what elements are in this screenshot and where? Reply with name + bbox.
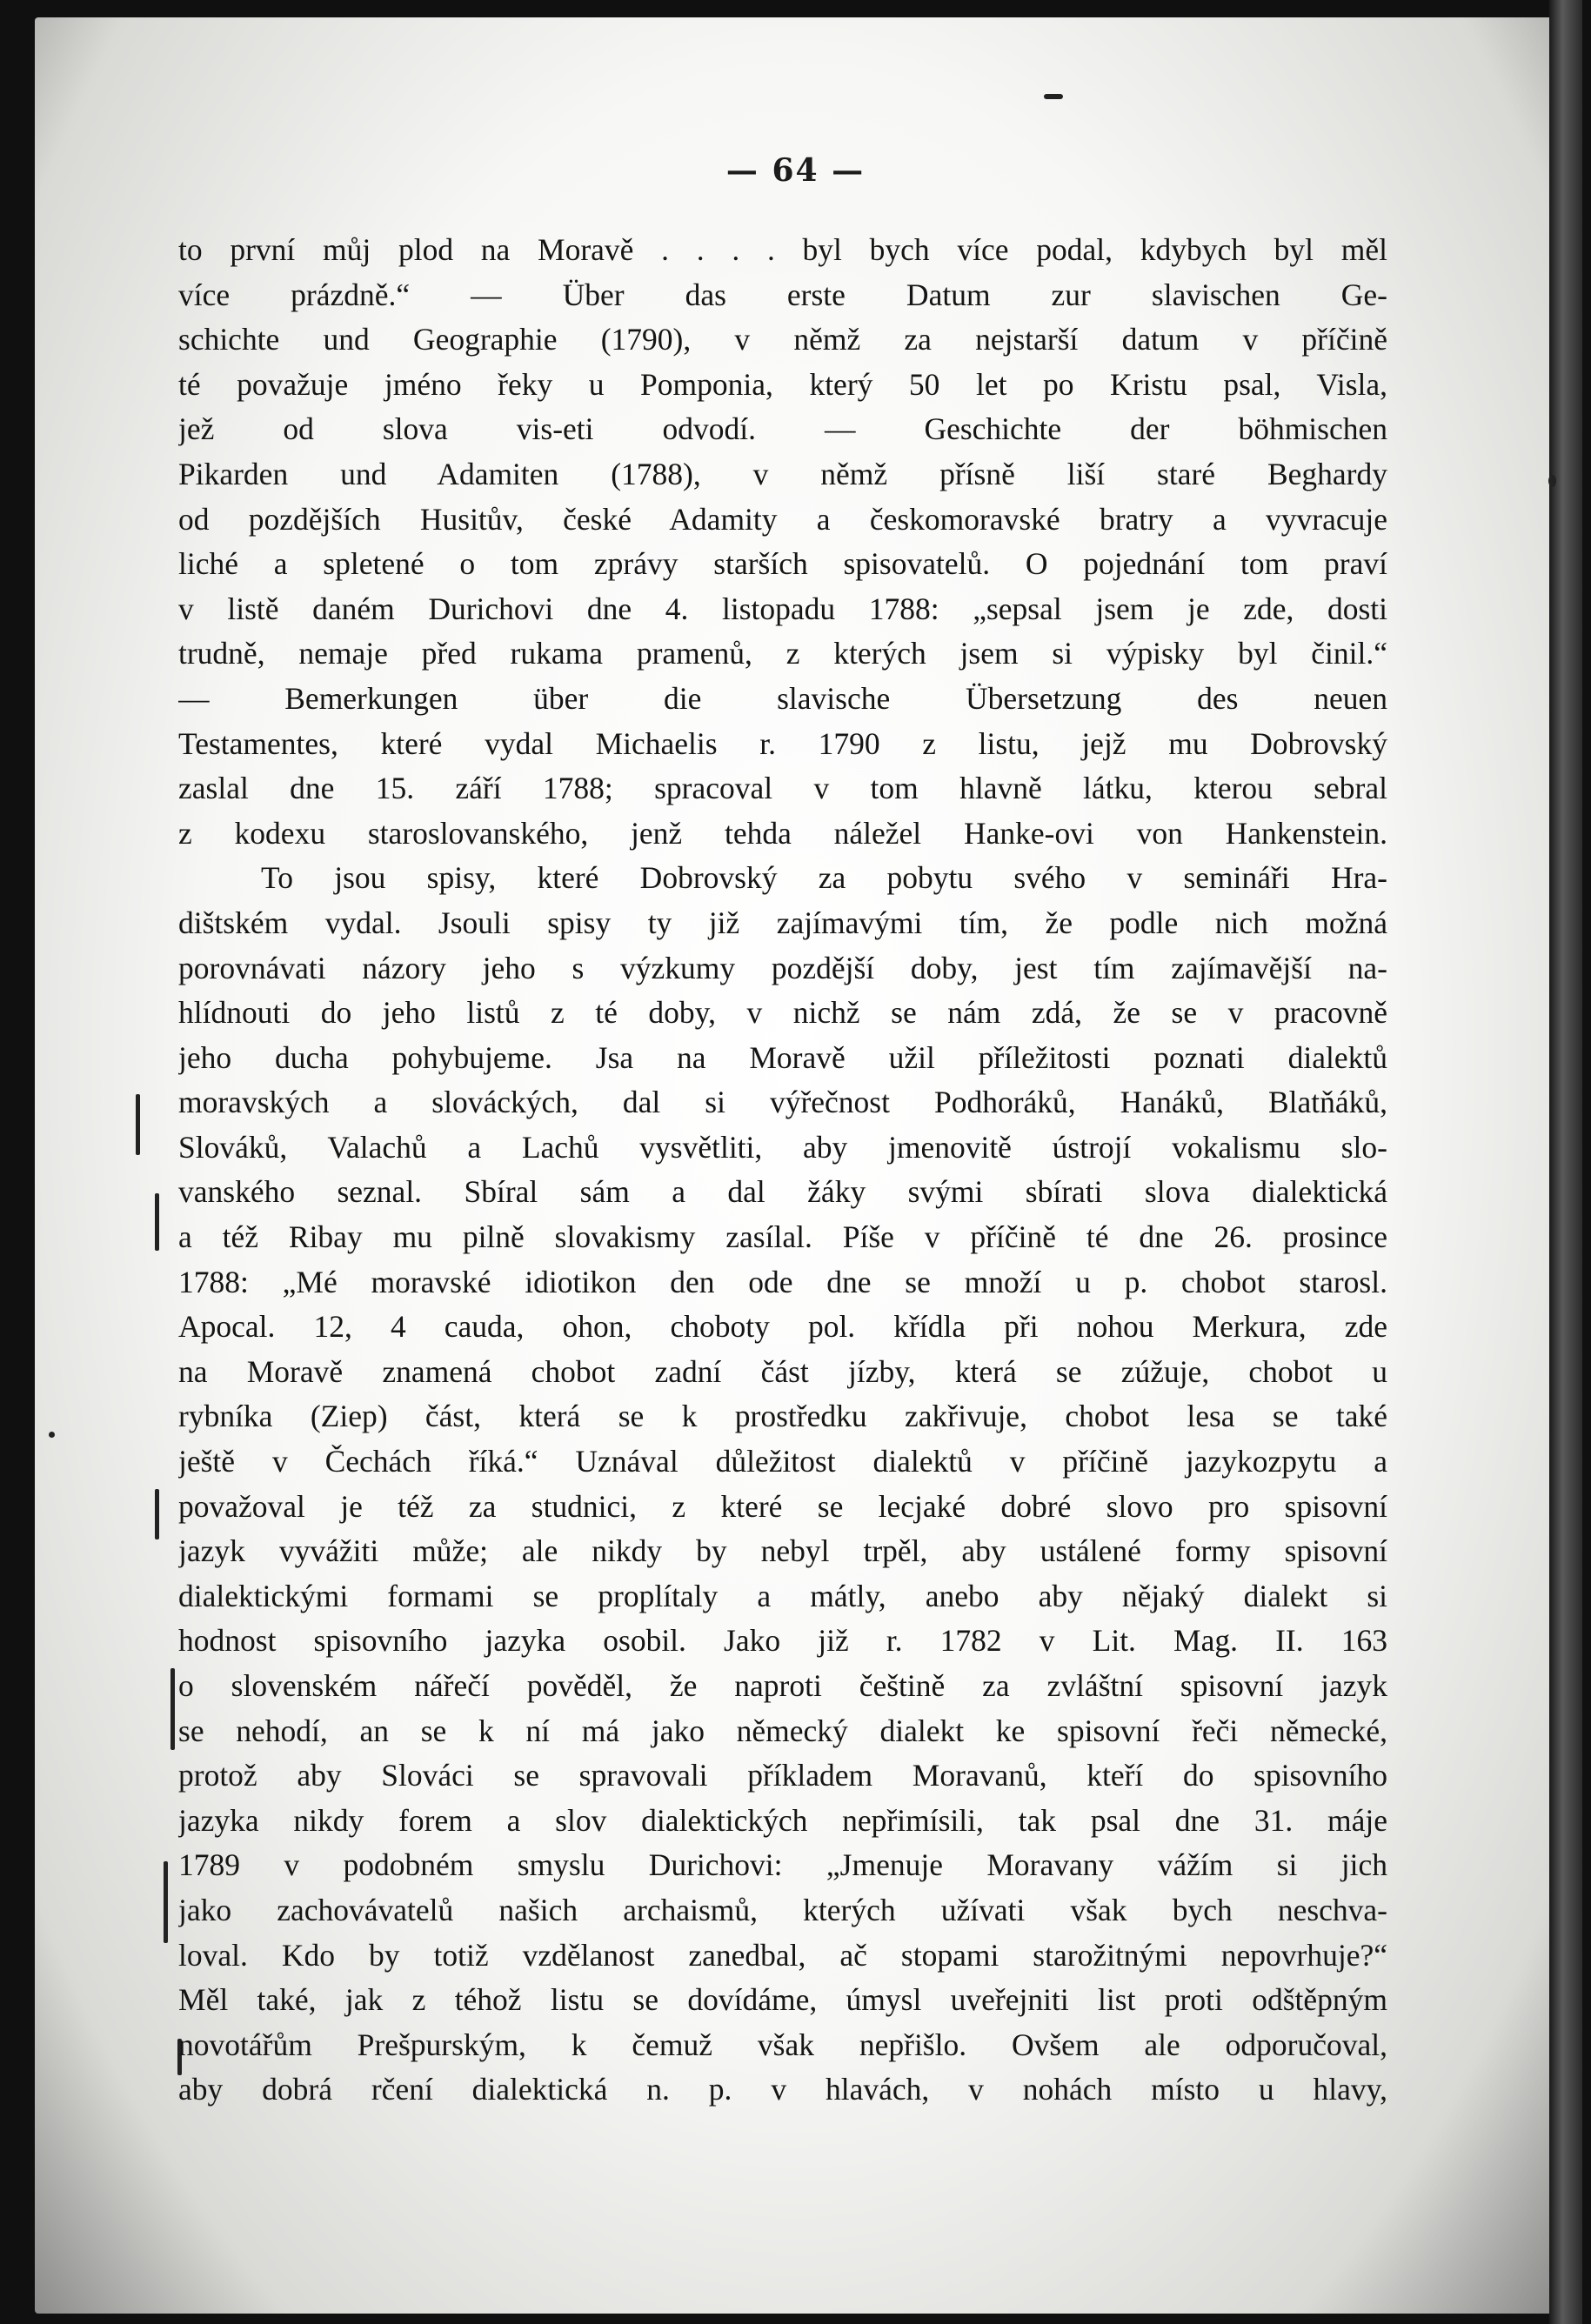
margin-mark [170, 1668, 175, 1750]
text-line: schichte und Geographie (1790), v němž za nejstarší datum v příčině [178, 322, 1387, 357]
text-line: jazyka nikdy forem a slov dialektických nepřimísili, tak psal dne 31. máje [178, 1802, 1387, 1838]
text-line: vanského seznal. Sbíral sám a dal žáky svými sbírati slova dialektická [178, 1174, 1387, 1210]
speck [1548, 475, 1556, 487]
speck [1044, 94, 1063, 99]
text-line: od pozdějších Husitův, české Adamity a českomoravské bratry a vyvracuje [178, 501, 1387, 537]
text-line: se nehodí, an se k ní má jako německý dialekt ke spisovní řeči německé, [178, 1713, 1387, 1748]
text-line: v listě daném Durichovi dne 4. listopadu 1788: „sepsal jsem je zde, dosti [178, 591, 1387, 626]
text-line: a též Ribay mu pilně slovakismy zasílal. Píše v příčině té dne 26. prosince [178, 1219, 1387, 1255]
margin-mark [136, 1094, 140, 1155]
page-number: — 64 — [725, 152, 866, 189]
text-line: na Moravě znamená chobot zadní část jízby, která se zúžuje, chobot u [178, 1353, 1387, 1389]
margin-mark [164, 1861, 168, 1943]
margin-mark [155, 1193, 159, 1251]
text-line: Testamentes, které vydal Michaelis r. 1790 z listu, jejž mu Dobrovský [178, 725, 1387, 761]
text-line: více prázdně.“ — Über das erste Datum zur slavischen Ge- [178, 277, 1387, 312]
text-line: Apocal. 12, 4 cauda, ohon, choboty pol. křídla při nohou Merkura, zde [178, 1309, 1387, 1345]
text-line: o slovenském nářečí pověděl, že naproti češtině za zvláštní spisovní jazyk [178, 1668, 1387, 1703]
text-line: dialektickými formami se proplítaly a mátly, anebo aby nějaký dialekt si [178, 1578, 1387, 1613]
text-line: — Bemerkungen über die slavische Übersetzung des neuen [178, 680, 1387, 716]
text-line: moravských a slováckých, dal si výřečnost Podhoráků, Hanáků, Blatňáků, [178, 1085, 1387, 1120]
text-line: trudně, nemaje před rukama pramenů, z kterých jsem si výpisky byl činil.“ [178, 636, 1387, 671]
text-line: považoval je též za studnici, z které se lecjaké dobré slovo pro spisovní [178, 1488, 1387, 1524]
text-line: jako zachovávatelů našich archaismů, kterých užívati však bych neschva- [178, 1892, 1387, 1927]
speck [49, 1432, 55, 1438]
text-line: hodnost spisovního jazyka osobil. Jako již r. 1782 v Lit. Mag. II. 163 [178, 1623, 1387, 1659]
text-line: ještě v Čechách říká.“ Uznával důležitost dialektů v příčině jazykozpytu a [178, 1444, 1387, 1479]
text-line: dištském vydal. Jsouli spisy ty již zajímavými tím, že podle nich možná [178, 905, 1387, 940]
text-line: To jsou spisy, které Dobrovský za pobytu svého v semináři Hra- [261, 860, 1387, 896]
text-line: hlídnouti do jeho listů z té doby, v nichž se nám zdá, že se v pracovně [178, 995, 1387, 1031]
text-line: aby dobrá rčení dialektická n. p. v hlavách, v nohách místo u hlavy, [178, 2072, 1387, 2107]
text-line: loval. Kdo by totiž vzdělanost zanedbal, ač stopami starožitnými nepovrhuje?“ [178, 1937, 1387, 1973]
text-line: protož aby Slováci se spravovali příkladem Moravanů, kteří do spisovního [178, 1758, 1387, 1793]
text-line: rybníka (Ziep) část, která se k prostředku zakřivuje, chobot lesa se také [178, 1399, 1387, 1434]
text-line: 1788: „Mé moravské idiotikon den ode dne se množí u p. chobot starosl. [178, 1264, 1387, 1299]
text-line: 1789 v podobném smyslu Durichovi: „Jmenuje Moravany vážím si jich [178, 1847, 1387, 1883]
text-line: jazyk vyvážiti může; ale nikdy by nebyl trpěl, aby ustálené formy spisovní [178, 1533, 1387, 1569]
margin-mark [155, 1489, 159, 1539]
text-line: jeho ducha pohybujeme. Jsa na Moravě užil příležitosti poznati dialektů [178, 1039, 1387, 1075]
text-line: novotářům Prešpurským, k čemuž však nepřišlo. Ovšem ale odporučoval, [178, 2027, 1387, 2062]
text-line: Slováků, Valachů a Lachů vysvětliti, aby jmenovitě ústrojí vokalismu slo- [178, 1129, 1387, 1165]
text-line: Pikarden und Adamiten (1788), v němž přísně liší staré Beghardy [178, 456, 1387, 491]
text-line: liché a spletené o tom zprávy starších spisovatelů. O pojednání tom praví [178, 546, 1387, 582]
book-edge [1549, 0, 1582, 2324]
text-line: Měl také, jak z téhož listu se dovídáme, úmysl uveřejniti list proti odštěpným [178, 1982, 1387, 2018]
text-line: jež od slova vis-eti odvodí. — Geschichte der böhmischen [178, 411, 1387, 447]
text-line: z kodexu staroslovanského, jenž tehda náležel Hanke-ovi von Hankenstein. [178, 815, 1387, 851]
body-text [178, 228, 1387, 2113]
text-line: to první můj plod na Moravě . . . . byl bych více podal, kdybych byl měl [178, 232, 1387, 267]
text-line: té považuje jméno řeky u Pomponia, který 50 let po Kristu psal, Visla, [178, 366, 1387, 402]
text-line: zaslal dne 15. září 1788; spracoval v tom hlavně látku, kterou sebral [178, 771, 1387, 806]
text-line: porovnávati názory jeho s výzkumy pozdější doby, jest tím zajímavější na- [178, 950, 1387, 985]
